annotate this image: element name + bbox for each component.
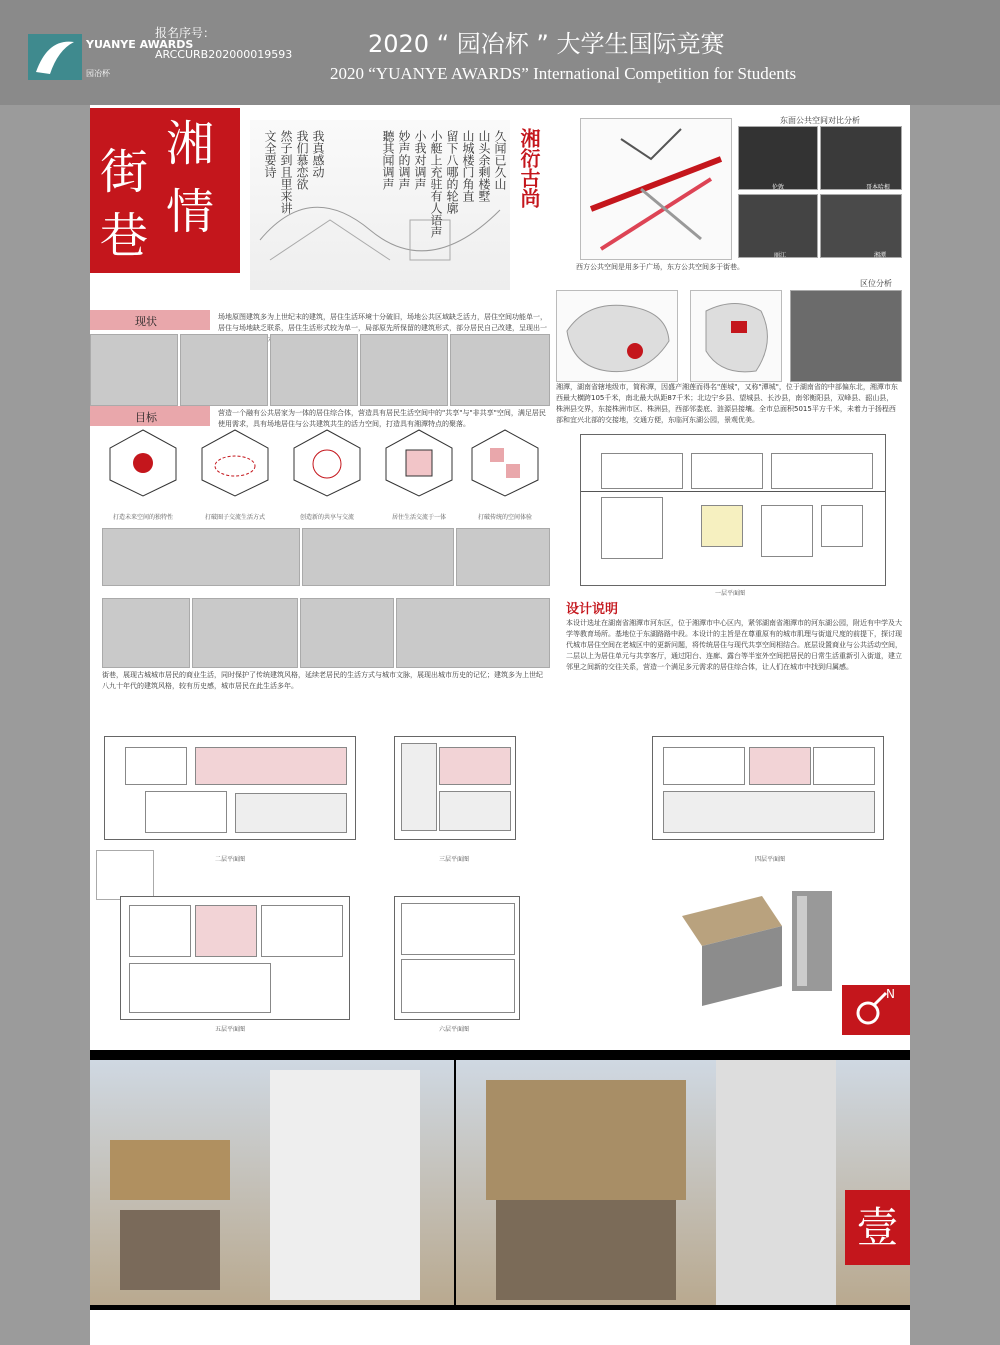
label-xiangtan: 湘潭 [873,252,886,259]
floor-plan-6 [394,896,520,1020]
region-title: 区位分析 [860,279,892,288]
registration-label: 报名序号： [155,26,216,40]
status-text: 场地原图建筑多为上世纪末的建筑，居住生活环境十分破旧，场地公共区域缺乏活力，居住空间功能单一，居住与场地缺乏联系，居住生活形式较为单一，局部原先所保留的建筑形式，部分居民自己改建，呈现出一 [218,313,547,332]
goal-caption-2: 打破圈子交流生活方式 [204,514,265,521]
street-diagram-icon [581,119,731,259]
poem-column-9: 我真感动 [311,130,325,178]
floor-plan-5-caption: 五层平面图 [214,1026,245,1033]
goal-text: 营造一个融有公共居家为一体的居住综合体，营造具有居民生活空间中的"共享"与"非共享"空间，满足居民使用需求，具有场地居住与公共建筑共生的活力空间，打造具有湘潭特点的聚落。 [218,409,546,428]
floor-plan-6-caption: 六层平面图 [438,1026,469,1033]
render-right-illustration-icon [456,1060,910,1305]
street-photo-4 [102,598,190,668]
registration-number: ARCCURB202000019593 [155,48,293,61]
header [0,0,1000,105]
poem-column-3: 山城楼门角直 [461,130,475,202]
competition-title-en: 2020 “YUANYE AWARDS” International Competition for Students [330,64,797,83]
render-left-illustration-icon [90,1060,454,1305]
goal-icon-2 [200,428,270,520]
goal-caption-3: 创造新的共享与交流 [299,514,354,521]
goal-label-bar [90,406,210,426]
map-xiangtan [820,194,902,258]
hunan-map-icon [691,291,781,381]
north-label: N [886,987,895,1001]
floor-plan-4-caption: 四层平面图 [754,856,785,863]
status-photo-3 [270,334,358,406]
floor-plan-1-caption: 一层平面图 [714,590,745,597]
region-text: 湘潭，湖南省辖地级市，简称潭，因盛产湘莲而得名"莲城"，又称"潭城"，位于湖南省的中部偏东北，湘潭市东西最大横跨105千米，南北最大纵距87千米；北边宁乡县、望城县、长沙县，南邻衡阳县，双峰县、韶山县，株洲县交界，东接株洲市区、株洲县，西部邻娄底、涟源县接壤。全市总面积5015平方千米，未着力于扬程西部和宜兴北部的交接地，交通方便，东临河东湖公园，景观优美。 [556,383,898,424]
street-photo-6 [300,598,394,668]
goal-caption-4: 居住生活交流于一体 [391,514,446,521]
street-network-diagram [580,118,732,260]
design-title: 设计说明 [566,602,619,617]
floor-plan-2 [104,736,356,840]
street-photo-2 [302,528,454,586]
seal-char-1: 湘 [166,116,215,172]
floor-plan-2-detail [96,850,154,900]
goal-caption-5: 打破传统的空间体验 [477,514,532,521]
site-aerial [790,290,902,382]
poem-column-8: 聽其闻调声 [381,130,395,190]
seal-yi: 壹 [845,1190,910,1265]
poem-column-7: 妙声的调声 [397,130,411,190]
yuanye-logo-icon [28,34,82,80]
poem-column-5: 小艇上充驻有人语声 [429,130,443,238]
title-seal [90,108,240,273]
floor-plan-3-caption: 三层平面图 [438,856,469,863]
status-label-bar [90,310,210,330]
poem-column-10: 我们慕恋欲 [295,130,309,190]
floor-plan-2-caption: 二层平面图 [214,856,245,863]
hunan-map [690,290,782,382]
floor-plan-3 [394,736,516,840]
label-lijiang: 丽江 [773,252,786,259]
goal-icon-4 [384,428,454,520]
street-photo-5 [192,598,298,668]
analysis-title: 东面公共空间对比分析 [780,116,860,125]
poem-column-2: 山头余剩楼墅 [477,130,491,202]
street-photo-3 [456,528,550,586]
logo-cn: 园冶杯 [86,69,110,78]
poem-column-1: 久闻已久山 [493,130,507,190]
north-arrow [842,985,910,1035]
north-arrow-icon [842,985,910,1035]
poem-column-4: 留下八哪的轮廓 [445,130,459,214]
floor-plan-4 [652,736,884,840]
seal-char-2: 街 [100,144,149,200]
label-copenhagen: 哥本哈根 [865,184,890,191]
poem-column-11: 然子到且里来讲 [279,130,293,214]
street-text: 街巷，展现古城城市居民的商业生活，同时保护了传统建筑风格，延续老居民的生活方式与城市文脉，展现出城市历史的记忆；建筑多为上世纪八九十年代的建筑风格，较有历史感，城市居民在此生活多年。 [102,671,543,690]
goal-icon-5 [470,428,540,520]
map-london [738,126,818,190]
competition-title-cn: 2020 “ 园冶杯 ” 大学生国际竞赛 [368,30,725,58]
status-photo-1 [90,334,178,406]
goal-icon-3 [292,428,362,520]
analysis-caption: 西方公共空间是用多于广场，东方公共空间多于街巷。 [576,263,744,271]
label-london: 伦敦 [771,184,784,191]
poem-column-6: 小我对调声 [413,130,427,190]
render-right [456,1060,910,1305]
seal-char-3: 情 [166,184,215,240]
china-map-icon [557,291,677,381]
seal-char-4: 巷 [100,208,149,264]
vertical-title: 湘衍古尚 [517,128,541,208]
map-copenhagen [820,126,902,190]
design-text: 本设计选址在湖南省湘潭市河东区，位于湘潭市中心区内，紧邻湖南省湘潭市的河东湖公园，附近有中学及大学等教育场所。基地位于东湖路路中段。本设计的主旨是在尊重原有的城市肌理与街道尺度的前提下，探讨现代城市居住空间在老城区中的更新问题，将传统居住与现代共享空间相结合。底层设置商业与公共活动空间，二层以上为居住单元与共享客厅，通过阳台、连廊、露台等半室外空间把居民的日常生活重新引入街道，建立邻里之间新的交往关系，营造一个满足多元需求的居住综合体，让人们在城市中找到归属感。 [566,619,902,671]
axonometric-model [672,886,848,1014]
street-photo-7 [396,598,550,668]
floor-plan-1 [580,434,886,586]
render-left [90,1060,454,1305]
status-photo-2 [180,334,268,406]
floor-plan-5 [120,896,350,1020]
goal-label: 目标 [135,411,157,424]
map-lijiang [738,194,818,258]
poem-column-12: 文全要诗 [263,130,277,178]
goal-caption-1: 打造未来空间的独特性 [112,514,173,521]
status-label: 现状 [135,315,157,328]
china-map [556,290,678,382]
goal-icon-1 [108,428,178,520]
street-photo-1 [102,528,300,586]
status-photo-4 [360,334,448,406]
logo-name: YUANYE AWARDS [86,38,194,51]
building-model-icon [672,886,848,1014]
status-photo-5 [450,334,550,406]
